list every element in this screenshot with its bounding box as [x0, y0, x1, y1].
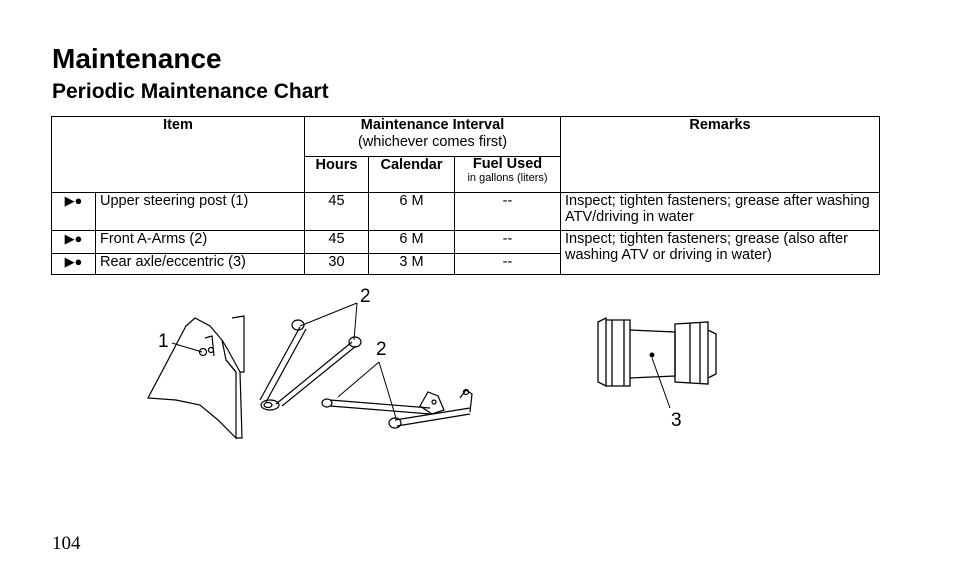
upper-a-arm-drawing: [260, 320, 361, 410]
hours-cell: 30: [305, 254, 369, 275]
callout-1: 1: [158, 331, 169, 352]
lower-a-arm-drawing: [322, 390, 472, 429]
fuel-cell: --: [455, 231, 561, 254]
callout-2-lower: 2: [376, 339, 387, 360]
page-title: Maintenance: [52, 43, 222, 74]
callout-leaders: [172, 303, 670, 418]
header-interval-note: (whichever comes first): [357, 134, 508, 150]
item-cell: Rear axle/eccentric (3): [96, 254, 305, 275]
calendar-cell: 6 M: [369, 193, 455, 231]
item-cell: Front A-Arms (2): [96, 231, 305, 254]
symbol-cell: ▶●: [52, 231, 96, 254]
fuel-cell: --: [455, 193, 561, 231]
hours-cell: 45: [305, 193, 369, 231]
item-cell: Upper steering post (1): [96, 193, 305, 231]
calendar-cell: 3 M: [369, 254, 455, 275]
header-hours: Hours: [305, 157, 369, 193]
remarks-cell: Inspect; tighten fasteners; grease (also after washing ATV or driving in water): [561, 231, 880, 275]
calendar-cell: 6 M: [369, 231, 455, 254]
header-fuel-units: in gallons (liters): [467, 172, 548, 184]
header-fuel-label: Fuel Used: [472, 156, 543, 172]
callout-3: 3: [671, 410, 682, 431]
header-item: Item: [52, 117, 305, 193]
page-subtitle: Periodic Maintenance Chart: [52, 80, 329, 103]
fuel-cell: --: [455, 254, 561, 275]
remarks-cell: Inspect; tighten fasteners; grease after washing ATV/driving in water: [561, 193, 880, 231]
eccentric-drawing: [598, 318, 716, 386]
header-calendar: Calendar: [369, 157, 455, 193]
symbol-cell: ▶●: [52, 193, 96, 231]
hours-cell: 45: [305, 231, 369, 254]
callout-2-upper: 2: [360, 286, 371, 307]
header-interval-label: Maintenance Interval: [360, 117, 505, 133]
symbol-cell: ▶●: [52, 254, 96, 275]
page-number: 104: [52, 533, 81, 554]
header-remarks: Remarks: [561, 117, 880, 193]
